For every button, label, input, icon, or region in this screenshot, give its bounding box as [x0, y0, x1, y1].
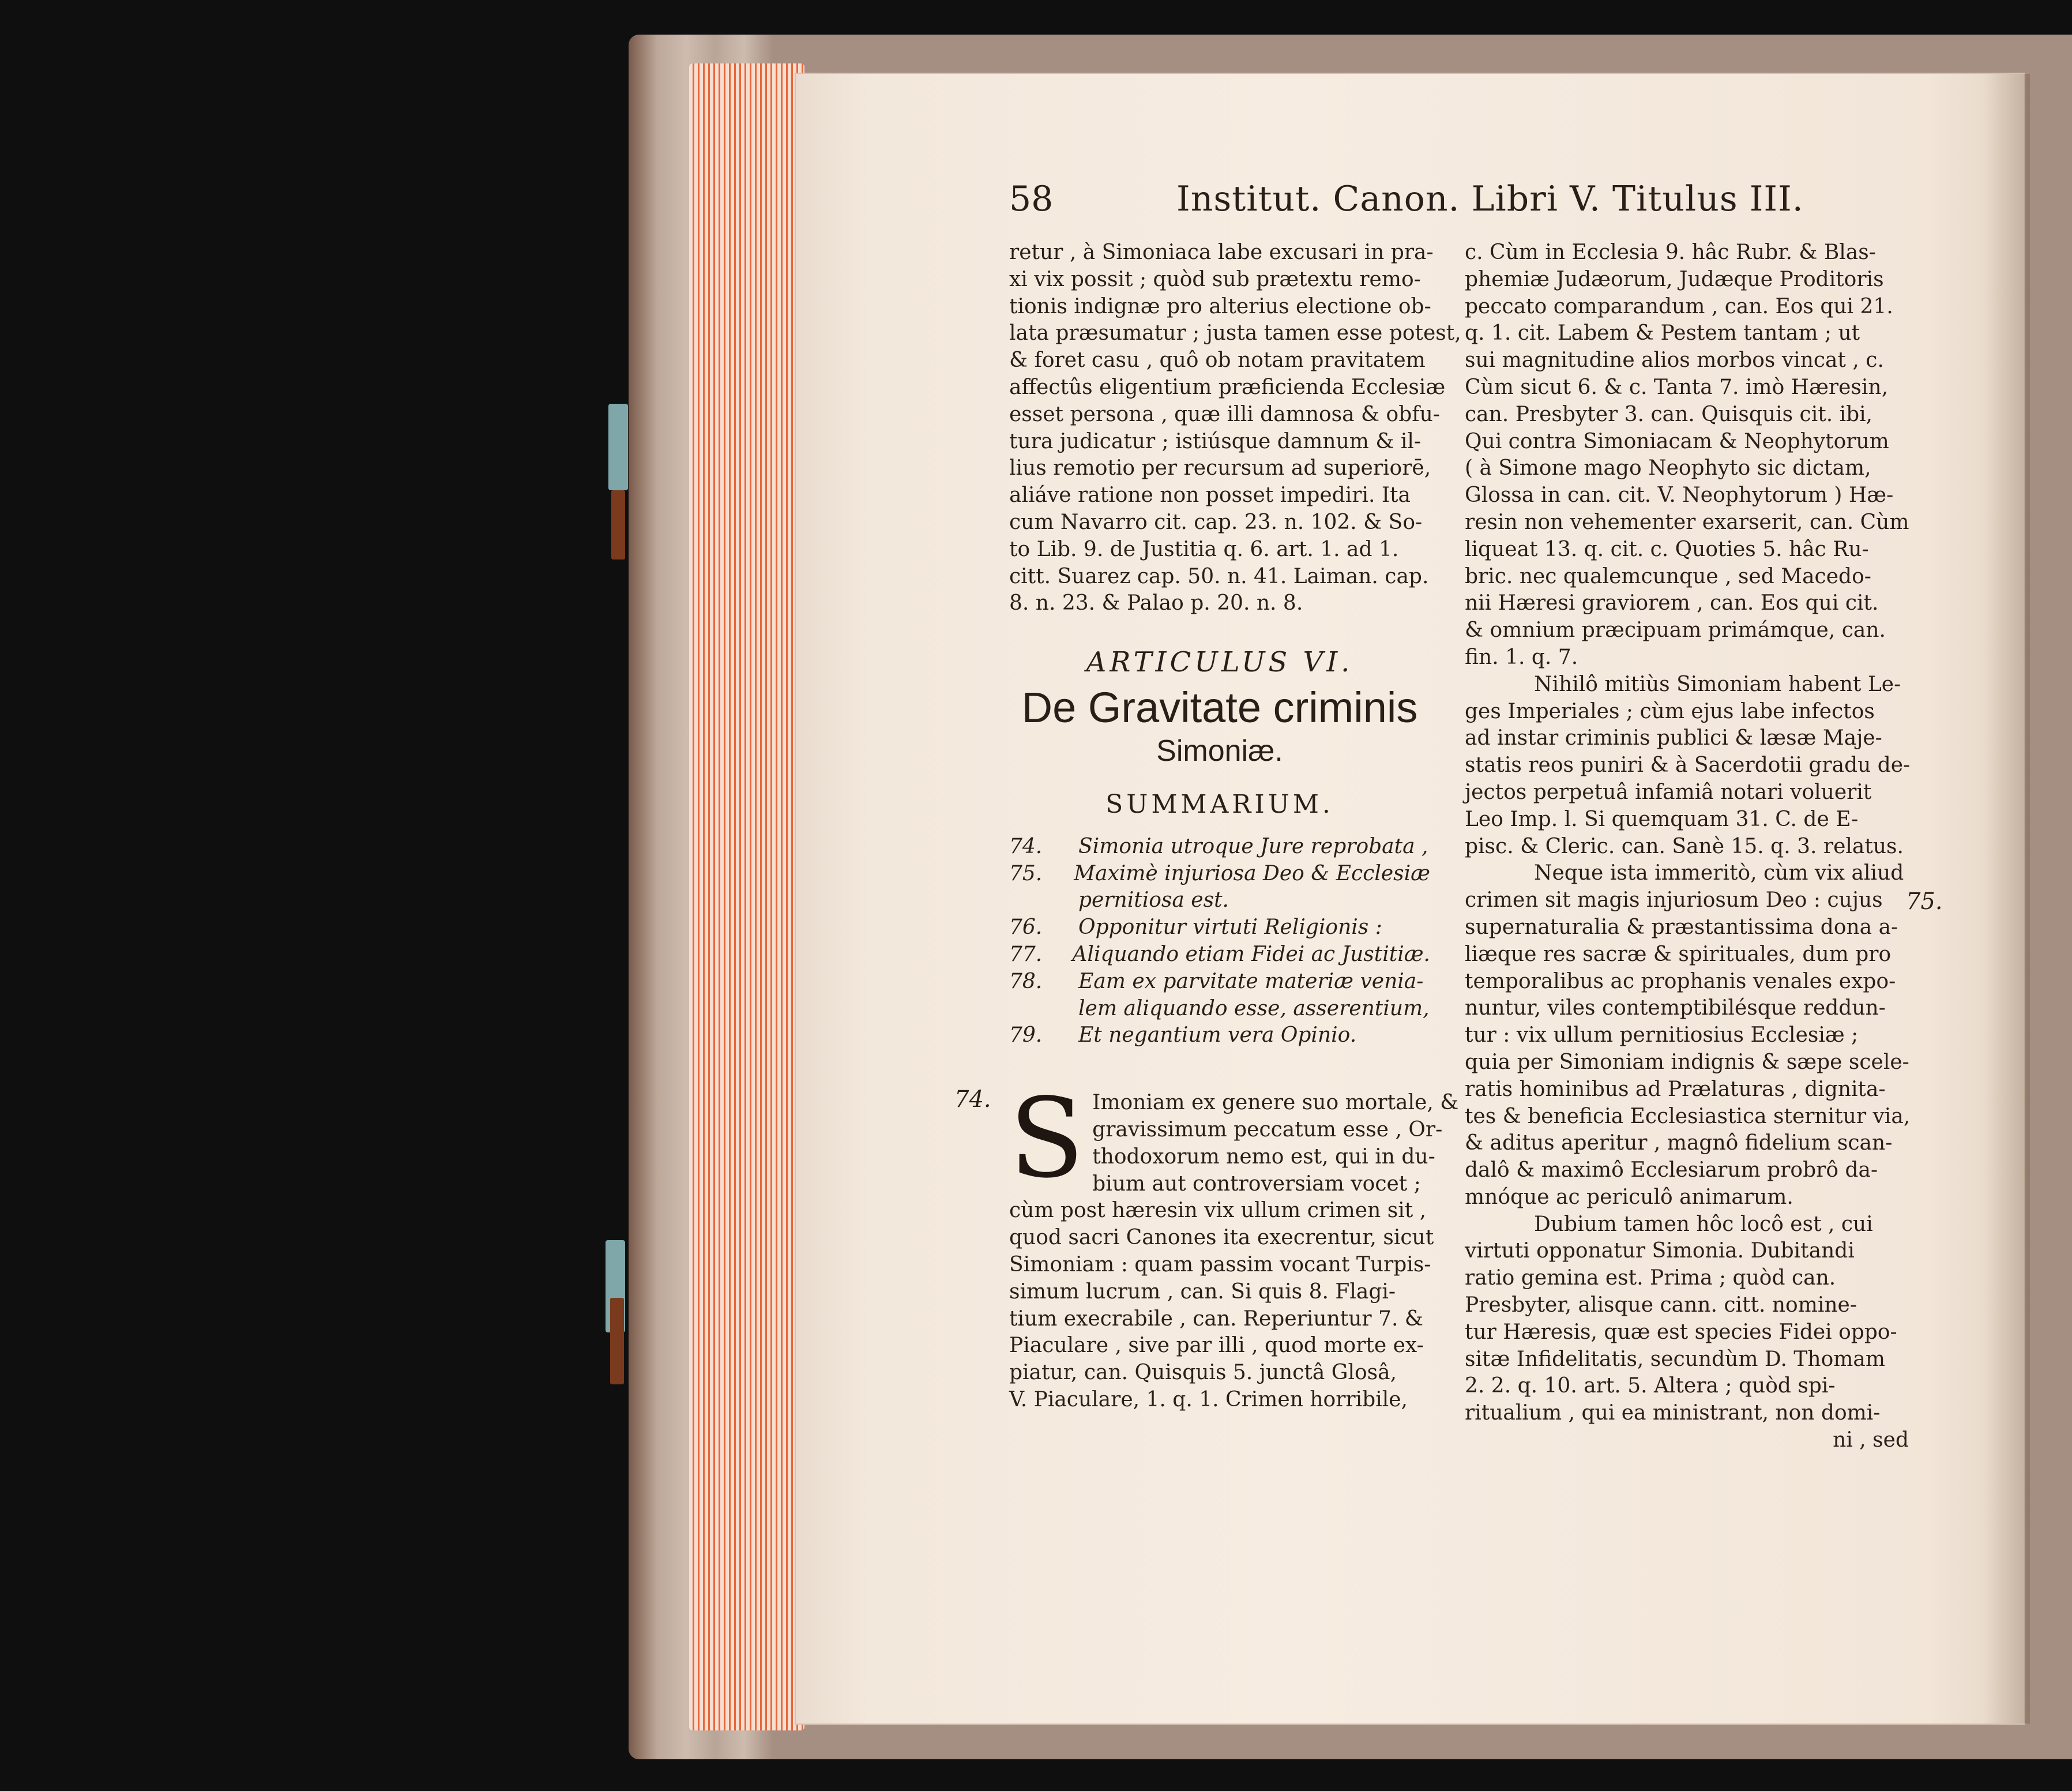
text-line: 2. 2. q. 10. art. 5. Altera ; quòd spi- [1465, 1374, 1836, 1398]
summary-text: Et negantium vera Opinio. [1078, 1023, 1357, 1047]
summary-item [1009, 861, 1430, 888]
text-line: ratio gemina est. Prima ; quòd can. [1465, 1266, 1836, 1290]
summary-item [1009, 833, 1430, 861]
running-header [1003, 173, 1903, 231]
text-line: lata præsumatur ; justa tamen esse potest, [1009, 321, 1461, 346]
page-fold-shadow [1984, 74, 2030, 1724]
text-line: retur , à Simoniaca labe excusari in pra- [1009, 241, 1434, 264]
left-column [954, 239, 1461, 1414]
text-line: tur Hæresis, quæ est species Fidei oppo- [1465, 1320, 1897, 1344]
text-line: aliáve ratione non posset impediri. Ita [1009, 483, 1411, 508]
text-line: pisc. & Cleric. can. Sanè 15. q. 3. relatus. [1465, 834, 1904, 858]
article-subtitle: Simoniæ. [1156, 734, 1283, 768]
summary-number: 75. [1009, 861, 1043, 885]
text-line: bric. nec qualemcunque , sed Macedo- [1465, 564, 1871, 588]
text-line: ratis hominibus ad Prælaturas , dignita- [1465, 1077, 1886, 1101]
summary-text: Aliquando etiam Fidei ac Justitiæ. [1072, 942, 1430, 966]
text-line: Qui contra Simoniacam & Neophytorum [1465, 429, 1889, 453]
text-line: Presbyter, alisque cann. citt. nomine- [1465, 1293, 1857, 1317]
text-line: peccato comparandum , can. Eos qui 21. [1465, 294, 1893, 318]
binding-clasp [611, 490, 625, 560]
text-line: virtuti opponatur Simonia. Dubitandi [1465, 1239, 1855, 1263]
summary-number [1009, 996, 1078, 1023]
text-line: Cùm sicut 6. & c. Tanta 7. imò Hæresin, [1465, 375, 1889, 399]
summary-text: Eam ex parvitate materiæ venia- [1078, 969, 1424, 993]
text-line: ritualium , qui ea ministrant, non domi- [1465, 1401, 1881, 1425]
text-line: affectûs eligentium præficienda Ecclesiæ [1009, 375, 1446, 399]
text-line: crimen sit magis injuriosum Deo : cujus [1465, 888, 1883, 913]
catchword: ni , sed [1833, 1428, 1909, 1452]
summary-number [1009, 887, 1078, 914]
text-line: & aditus aperitur , magnô fidelium scan- [1465, 1131, 1893, 1155]
summary-item [1009, 968, 1430, 996]
summary-number: 76. [1009, 915, 1043, 940]
text-line: nii Hæresi graviorem , can. Eos qui cit. [1465, 591, 1879, 615]
text-line: fin. 1. q. 7. [1465, 645, 1578, 669]
text-line: tium execrabile , can. Reperiuntur 7. & [1009, 1306, 1423, 1331]
summary-text: lem aliquando esse, asserentium, [1078, 996, 1430, 1020]
summary-text: pernitiosa est. [1078, 888, 1229, 913]
text-line: q. 1. cit. Labem & Pestem tantam ; ut [1465, 321, 1860, 346]
text-line: Nihilô mitiùs Simoniam habent Le- [1534, 672, 1901, 696]
summary-heading: SUMMARIUM. [1105, 789, 1334, 819]
article-title: ARTICULUS VI. [1086, 646, 1353, 679]
text-line: statis reos puniri & à Sacerdotii gradu de- [1465, 753, 1911, 778]
right-column [1465, 239, 1909, 1454]
text-line: to Lib. 9. de Justitia q. 6. art. 1. ad 1. [1009, 537, 1399, 561]
text-line: Dubium tamen hôc locô est , cui [1534, 1212, 1873, 1236]
text-line: resin non vehementer exarserit, can. Cùm [1465, 510, 1909, 534]
text-line: citt. Suarez cap. 50. n. 41. Laiman. cap. [1009, 564, 1429, 588]
text-line: phemiæ Judæorum, Judæque Proditoris [1465, 267, 1884, 291]
text-line: nuntur, viles contemptibilésque reddun- [1465, 996, 1886, 1020]
text-line: Leo Imp. l. Si quemquam 31. C. de E- [1465, 807, 1859, 831]
text-line: c. Cùm in Ecclesia 9. hâc Rubr. & Blas- [1465, 241, 1876, 264]
text-line: Piaculare , sive par illi , quod morte ex- [1009, 1334, 1424, 1358]
text-line: piatur, can. Quisquis 5. junctâ Glosâ, [1009, 1361, 1397, 1385]
text-line: quod sacri Canones ita execrentur, sicut [1009, 1226, 1434, 1250]
text-line: Simoniam : quam passim vocant Turpis- [1009, 1252, 1431, 1276]
page-number: 58 [1009, 179, 1054, 219]
text-line: quia per Simoniam indignis & sæpe scele- [1465, 1050, 1909, 1074]
text-line: lius remotio per recursum ad superiorē, [1009, 456, 1431, 480]
text-line: & foret casu , quô ob notam pravitatem [1009, 348, 1426, 373]
text-line: bium aut controversiam vocet ; [1092, 1172, 1421, 1196]
text-line: simum lucrum , can. Si quis 8. Flagi- [1009, 1279, 1396, 1304]
summary-number: 74. [1009, 834, 1043, 858]
text-line: ( à Simone mago Neophyto sic dictam, [1465, 456, 1871, 480]
summary-item [1009, 941, 1430, 968]
summary-item [1009, 914, 1430, 941]
summary-list [1009, 833, 1430, 1049]
text-line: sitæ Infidelitatis, secundùm D. Thomam [1465, 1347, 1885, 1371]
paragraph-74 [954, 1075, 1459, 1414]
summary-text: Maximè injuriosa Deo & Ecclesiæ [1074, 861, 1430, 885]
text-line: can. Presbyter 3. can. Quisquis cit. ibi, [1465, 402, 1873, 426]
text-line: 8. n. 23. & Palao p. 20. n. 8. [1009, 591, 1303, 615]
text-line: tes & beneficia Ecclesiastica sternitur via, [1465, 1104, 1911, 1128]
margin-number: 75. [1906, 888, 1943, 915]
summary-number: 78. [1009, 969, 1043, 993]
summary-text: Opponitur virtuti Religionis : [1078, 915, 1382, 940]
text-line: gravissimum peccatum esse , Or- [1092, 1117, 1443, 1142]
binding-tab [608, 404, 628, 490]
text-line: ad instar criminis publici & læsæ Maje- [1465, 726, 1882, 750]
text-line: jectos perpetuâ infamiâ notari voluerit [1465, 780, 1872, 804]
text-line: esset persona , quæ illi damnosa & obfu- [1009, 402, 1440, 426]
summary-text: Simonia utroque Jure reprobata , [1078, 834, 1428, 858]
summary-number: 79. [1009, 1023, 1043, 1047]
left-top-text [1009, 239, 1461, 617]
text-line: ges Imperiales ; cùm ejus labe infectos [1465, 699, 1875, 723]
text-line: tur : vix ullum pernitiosius Ecclesiæ ; [1465, 1023, 1859, 1047]
summary-item [1009, 1022, 1430, 1049]
text-line: Neque ista immeritò, cùm vix aliud [1534, 861, 1904, 885]
running-title: Institut. Canon. Libri V. Titulus III. [1176, 179, 1804, 219]
summary-item [1009, 996, 1430, 1023]
text-line: cum Navarro cit. cap. 23. n. 102. & So- [1009, 510, 1423, 534]
text-line: supernaturalia & præstantissima dona a- [1465, 915, 1898, 939]
drop-cap: S [1009, 1075, 1085, 1203]
text-line: dalô & maximô Ecclesiarum probrô da- [1465, 1158, 1878, 1182]
text-line: xi vix possit ; quòd sub prætextu remo- [1009, 267, 1421, 291]
text-line: Glossa in can. cit. V. Neophytorum ) Hæ- [1465, 483, 1894, 508]
binding-clasp [610, 1298, 624, 1384]
article-subtitle: De Gravitate criminis [1021, 683, 1418, 731]
text-line: cùm post hæresin vix ullum crimen sit , [1009, 1199, 1427, 1223]
margin-number: 74. [954, 1086, 991, 1113]
text-line: V. Piaculare, 1. q. 1. Crimen horribile, [1009, 1387, 1408, 1411]
text-line: Imoniam ex genere suo mortale, & [1092, 1091, 1459, 1115]
text-line: temporalibus ac prophanis venales expo- [1465, 969, 1896, 993]
text-line: tura judicatur ; istiúsque damnum & il- [1009, 429, 1422, 453]
text-line: & omnium præcipuam primámque, can. [1465, 618, 1886, 643]
text-line: liæque res sacræ & spirituales, dum pro [1465, 942, 1892, 966]
text-line: sui magnitudine alios morbos vincat , c. [1465, 348, 1884, 373]
text-line: tionis indignæ pro alterius electione ob- [1009, 294, 1431, 318]
summary-item [1009, 887, 1430, 914]
summary-number: 77. [1009, 942, 1043, 966]
text-line: liqueat 13. q. cit. c. Quoties 5. hâc Ru- [1465, 537, 1869, 561]
text-line: thodoxorum nemo est, qui in du- [1092, 1144, 1435, 1169]
text-line: mnóque ac periculô animarum. [1465, 1185, 1793, 1209]
page-edges [689, 63, 804, 1730]
